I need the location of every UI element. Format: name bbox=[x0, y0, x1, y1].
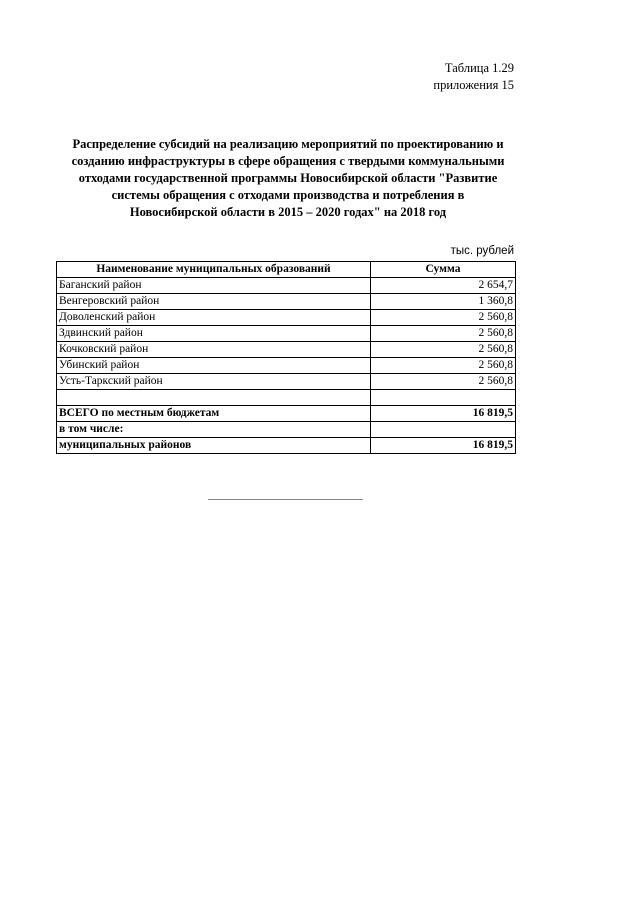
district-name: Доволенский район bbox=[57, 310, 371, 326]
title-line: отходами государственной программы Новосибирской области "Развитие bbox=[78, 171, 498, 185]
district-amount: 2 654,7 bbox=[371, 278, 516, 294]
municipal-amount: 16 819,5 bbox=[371, 438, 516, 454]
total-amount: 16 819,5 bbox=[371, 406, 516, 422]
empty-cell bbox=[371, 422, 516, 438]
column-header-amount: Сумма bbox=[371, 262, 516, 278]
title-line: системы обращения с отходами производства и потребления в bbox=[111, 188, 465, 202]
district-amount: 2 560,8 bbox=[371, 342, 516, 358]
district-name: Венгеровский район bbox=[57, 294, 371, 310]
subsidy-table bbox=[56, 261, 516, 454]
table-row bbox=[57, 310, 516, 326]
district-amount: 2 560,8 bbox=[371, 374, 516, 390]
empty-row bbox=[57, 390, 516, 406]
total-label: ВСЕГО по местным бюджетам bbox=[57, 406, 371, 422]
table-row bbox=[57, 294, 516, 310]
district-name: Усть-Таркский район bbox=[57, 374, 371, 390]
including-label: в том числе: bbox=[57, 422, 371, 438]
table-row bbox=[57, 278, 516, 294]
table-row bbox=[57, 342, 516, 358]
district-amount: 2 560,8 bbox=[371, 310, 516, 326]
separator-line bbox=[208, 499, 363, 500]
table-row bbox=[57, 358, 516, 374]
district-amount: 2 560,8 bbox=[371, 358, 516, 374]
total-row bbox=[57, 406, 516, 422]
district-name: Здвинский район bbox=[57, 326, 371, 342]
municipal-row bbox=[57, 438, 516, 454]
table-header-row bbox=[57, 262, 516, 278]
column-header-name: Наименование муниципальных образований bbox=[57, 262, 371, 278]
table-row bbox=[57, 374, 516, 390]
district-name: Кочковский район bbox=[57, 342, 371, 358]
title-line: Новосибирской области в 2015 – 2020 годах" на 2018 год bbox=[129, 205, 447, 219]
units-label: тыс. рублей bbox=[450, 245, 514, 257]
table-number: Таблица 1.29 bbox=[444, 61, 514, 75]
district-amount: 1 360,8 bbox=[371, 294, 516, 310]
table-row bbox=[57, 326, 516, 342]
empty-cell bbox=[371, 390, 516, 406]
district-amount: 2 560,8 bbox=[371, 326, 516, 342]
empty-cell bbox=[57, 390, 371, 406]
district-name: Баганский район bbox=[57, 278, 371, 294]
including-row bbox=[57, 422, 516, 438]
title-line: Распределение субсидий на реализацию мероприятий по проектированию и bbox=[72, 137, 504, 151]
municipal-label: муниципальных районов bbox=[57, 438, 371, 454]
appendix-number: приложения 15 bbox=[433, 78, 514, 92]
document-title bbox=[60, 136, 516, 221]
title-line: созданию инфраструктуры в сфере обращения с твердыми коммунальными bbox=[71, 154, 505, 168]
table-reference bbox=[433, 60, 514, 94]
district-name: Убинский район bbox=[57, 358, 371, 374]
